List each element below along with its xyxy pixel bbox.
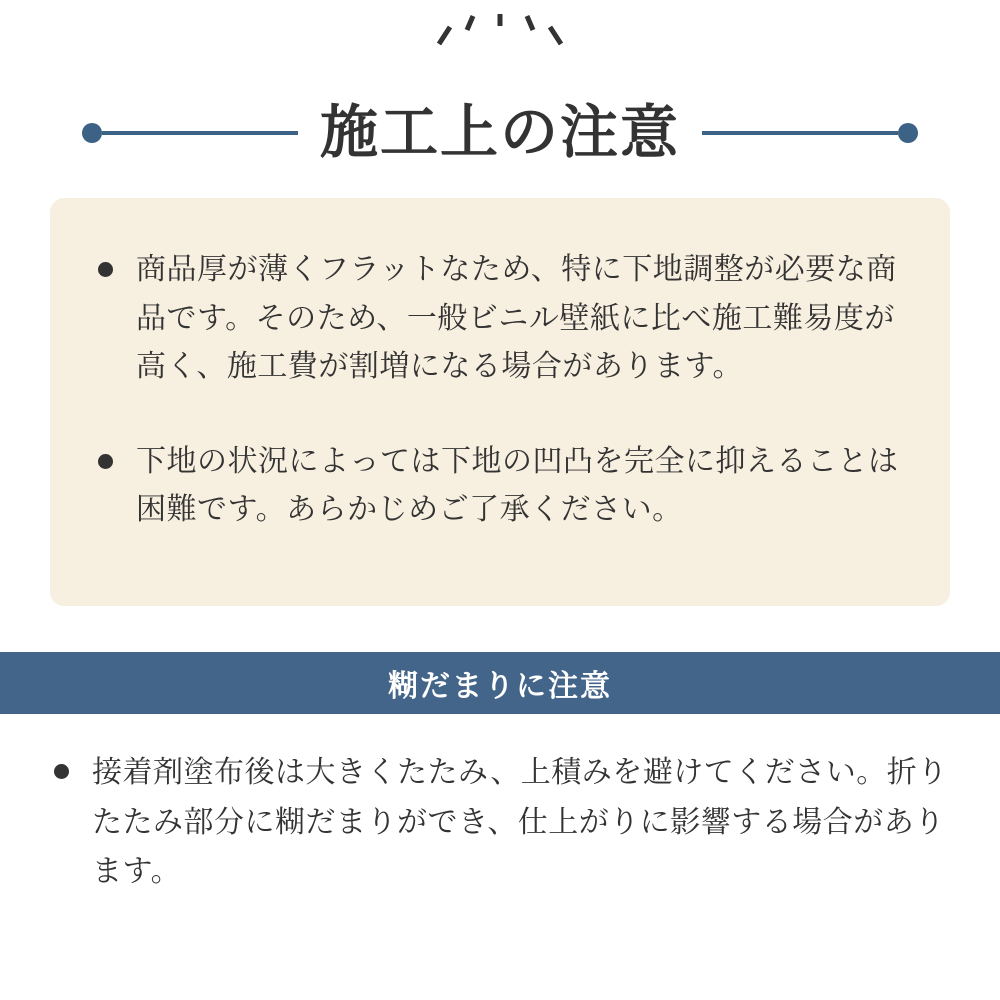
rule-line-right: [702, 131, 898, 135]
list-item: 商品厚が薄くフラットなため、特に下地調整が必要な商品です。そのため、一般ビニル壁紙に比べ施工難易度が高く、施工費が割増になる場合があります。: [90, 246, 910, 392]
title-rule-left: [82, 123, 298, 143]
rule-dot-left: [82, 123, 102, 143]
list-item: 下地の状況によっては下地の凹凸を完全に抑えることは困難です。あらかじめご了承ください。: [90, 438, 910, 535]
page-header: [0, 0, 1000, 180]
title-row: [0, 62, 1000, 204]
notice-card: [50, 198, 950, 606]
section-banner-label: 糊だまりに注意: [388, 670, 612, 703]
sunburst-lines-icon: [0, 14, 1000, 62]
page-title: 施工上の注意: [319, 97, 680, 166]
lower-notice-section: [50, 748, 950, 897]
list-item: 接着剤塗布後は大きくたたみ、上積みを避けてください。折りたたみ部分に糊だまりができ、仕上がりに影響する場合があります。: [50, 748, 950, 897]
lower-notice-list: [50, 748, 950, 897]
bottom-spacer: [0, 984, 1000, 1000]
notice-list: [90, 246, 910, 535]
rule-dot-right: [898, 123, 918, 143]
rule-line-left: [102, 131, 298, 135]
section-banner: [0, 652, 1000, 714]
title-rule-right: [702, 123, 918, 143]
